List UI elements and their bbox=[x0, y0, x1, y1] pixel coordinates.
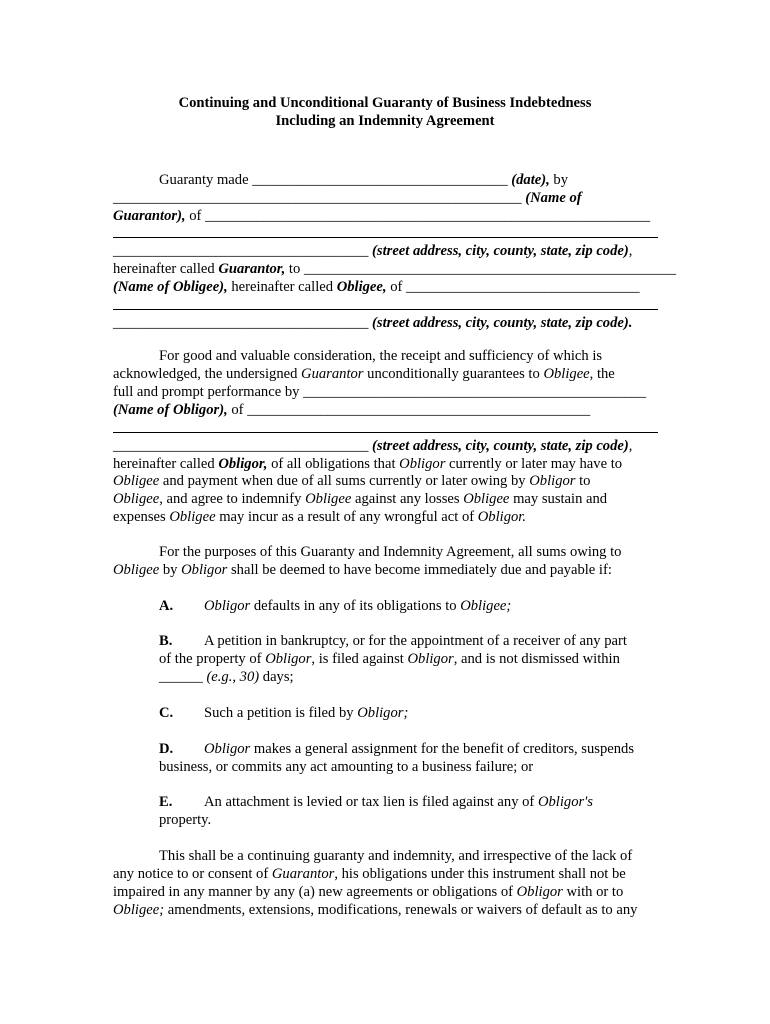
obligor-address-rule bbox=[113, 419, 658, 437]
hereinafter-label: hereinafter called bbox=[113, 261, 215, 277]
purposes-line-1: For the purposes of this Guaranty and Indemnity Agreement, all sums owing to bbox=[159, 544, 622, 560]
address-blank: ___________________________________ bbox=[113, 315, 369, 331]
days-blank: ______ bbox=[159, 669, 203, 685]
obligor-term: Obligor, bbox=[218, 456, 268, 472]
item-c-text: Such a petition is filed by Obligor; bbox=[204, 705, 409, 721]
item-e-line-1: An attachment is levied or tax lien is filed against any of Obligor's bbox=[204, 794, 593, 810]
hereinafter-obligor-line: hereinafter called Obligor, of all obligations that Obligor currently or later may have to bbox=[113, 456, 623, 472]
to-label: to bbox=[288, 261, 301, 277]
payment-line: Obligee and payment when due of all sums currently or later owing by Obligor to bbox=[113, 473, 591, 489]
street-address-label: (street address, city, county, state, zip code). bbox=[372, 315, 633, 331]
obligee-address-line bbox=[113, 314, 658, 332]
guarantor-address-rule bbox=[113, 224, 658, 242]
continuing-line-3: impaired in any manner by any (a) new agreements or obligations of Obligor with or to bbox=[113, 884, 624, 900]
guaranty-made-label: Guaranty made bbox=[159, 172, 249, 188]
obligor-address-line bbox=[113, 437, 658, 455]
obligor-line bbox=[113, 401, 658, 419]
street-address-label: (street address, city, county, state, zip code) bbox=[372, 243, 629, 259]
street-address-label: (street address, city, county, state, zip code) bbox=[372, 438, 629, 454]
name-of-obligee-label: (Name of Obligee), bbox=[113, 279, 228, 295]
comma: , bbox=[628, 243, 633, 259]
guarantor-of-line bbox=[113, 207, 658, 225]
obligee-term: Obligee, bbox=[336, 279, 387, 295]
by-label: by bbox=[553, 172, 569, 188]
continuing-line-2: any notice to or consent of Guarantor, his obligations under this instrument shall not be bbox=[113, 866, 626, 882]
obligee-address-rule bbox=[113, 296, 658, 314]
guarantor-term: Guarantor, bbox=[218, 261, 286, 277]
item-b-line-3: ______ (e.g., 30) days; bbox=[159, 669, 294, 685]
hereinafter-guarantor-line bbox=[113, 260, 677, 278]
item-d-line-1: Obligor makes a general assignment for the benefit of creditors, suspends bbox=[204, 741, 635, 757]
expenses-line: expenses Obligee may incur as a result of any wrongful act of Obligor. bbox=[113, 509, 527, 525]
address-blank: ___________________________________ bbox=[113, 243, 369, 259]
obligee-address-blank: ________________________________ bbox=[406, 279, 640, 295]
obligor-name-blank: _______________________________________________ bbox=[303, 384, 647, 400]
item-a-text: Obligor defaults in any of its obligations to Obligee; bbox=[204, 598, 512, 614]
of-label: of bbox=[189, 208, 202, 224]
item-b-line-2: of the property of Obligor, is filed against Obligor, and is not dismissed within bbox=[159, 651, 620, 667]
address-blank: ___________________________________ bbox=[113, 438, 369, 454]
continuing-line-4: Obligee; amendments, extensions, modifications, renewals or waivers of default as to any bbox=[113, 902, 638, 918]
performance-line: full and prompt performance by _______________________________________________ bbox=[113, 384, 647, 400]
item-d-label: D. bbox=[159, 741, 174, 757]
item-d-line-2: business, or commits any act amounting to a business failure; or bbox=[159, 759, 534, 775]
guaranty-made-line bbox=[159, 171, 659, 189]
indemnify-line: Obligee, and agree to indemnify Obligee against any losses Obligee may sustain and bbox=[113, 491, 608, 507]
item-b-label: B. bbox=[159, 633, 173, 649]
item-c-label: C. bbox=[159, 705, 174, 721]
consideration-line-2: acknowledged, the undersigned Guarantor unconditionally guarantees to Obligee, the bbox=[113, 366, 615, 382]
guarantor-name-blank: ________________________________________________________ bbox=[113, 190, 522, 206]
guarantor-name-label: Guarantor), bbox=[113, 208, 186, 224]
guarantor-name-line bbox=[113, 189, 658, 207]
name-of-label: (Name of bbox=[525, 190, 582, 206]
date-blank: ___________________________________ bbox=[252, 172, 508, 188]
obligee-line bbox=[113, 278, 658, 296]
comma: , bbox=[628, 438, 633, 454]
document-subtitle: Including an Indemnity Agreement bbox=[275, 113, 495, 129]
of-label: of bbox=[231, 402, 244, 418]
obligee-name-blank: ___________________________________________________ bbox=[303, 261, 677, 277]
guarantor-address-line bbox=[113, 242, 658, 260]
item-e-line-2: property. bbox=[159, 812, 212, 828]
item-a-label: A. bbox=[159, 598, 174, 614]
purposes-line-2: Obligee by Obligor shall be deemed to have become immediately due and payable if: bbox=[113, 562, 612, 578]
document-title: Continuing and Unconditional Guaranty of Business Indebtedness bbox=[178, 95, 592, 111]
consideration-line-1: For good and valuable consideration, the receipt and sufficiency of which is bbox=[159, 348, 603, 364]
continuing-line-1: This shall be a continuing guaranty and indemnity, and irrespective of the lack of bbox=[159, 848, 633, 864]
of-label: of bbox=[390, 279, 403, 295]
obligor-address-blank: _______________________________________________ bbox=[247, 402, 591, 418]
item-b-line-1: A petition in bankruptcy, or for the appointment of a receiver of any part bbox=[204, 633, 627, 649]
guarantor-address-blank: _____________________________________________________________ bbox=[205, 208, 651, 224]
hereinafter-label: hereinafter called bbox=[231, 279, 334, 295]
name-of-obligor-label: (Name of Obligor), bbox=[113, 402, 228, 418]
item-e-label: E. bbox=[159, 794, 173, 810]
date-label: (date), bbox=[511, 172, 550, 188]
